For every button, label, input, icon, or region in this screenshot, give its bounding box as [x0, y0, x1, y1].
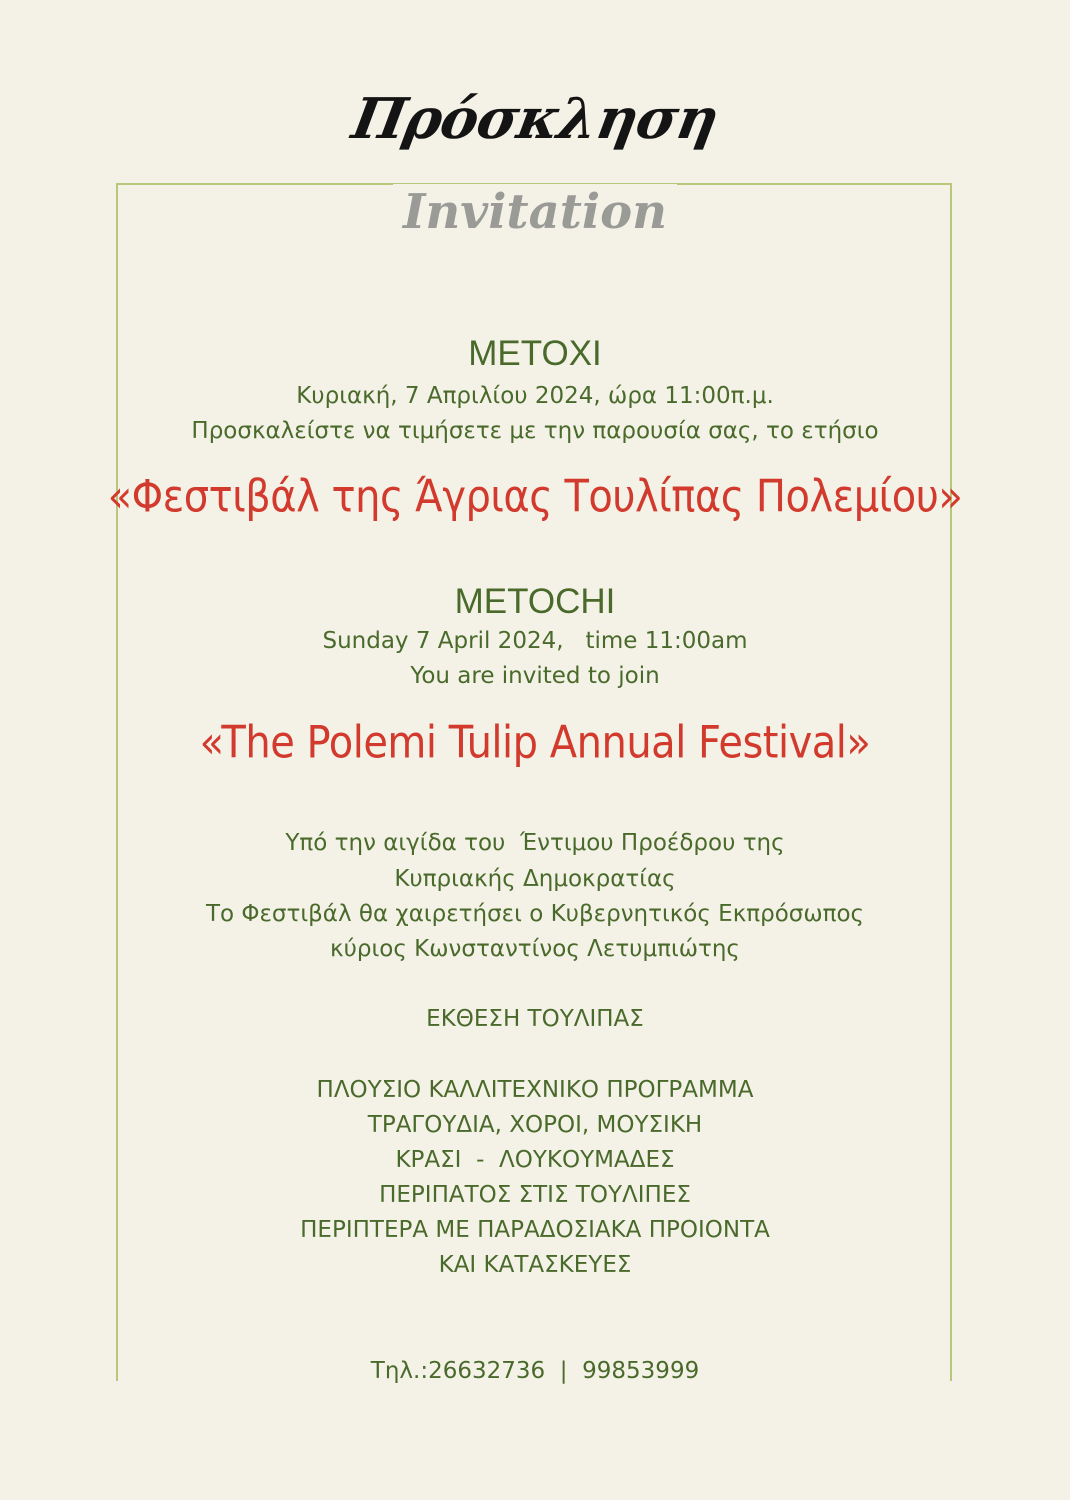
patronage-line: κύριος Κωνσταντίνος Λετυμπιώτης [330, 936, 740, 962]
english-invite-line: You are invited to join [410, 663, 660, 689]
program-item: ΚΡΑΣΙ - ΛΟΥΚΟΥΜΑΔΕΣ [395, 1147, 675, 1173]
contact-phone: Τηλ.:26632736 | 99853999 [370, 1358, 700, 1384]
greek-festival-name: «Φεστιβάλ της Άγριας Τουλίπας Πολεμίου» [107, 471, 963, 523]
greek-title: Πρόσκληση [347, 86, 723, 152]
program-item: ΠΕΡΙΠΤΕΡΑ ΜΕ ΠΑΡΑΔΟΣΙΑΚΑ ΠΡΟΙΟΝΤΑ [300, 1217, 770, 1243]
english-festival-name: «The Polemi Tulip Annual Festival» [199, 717, 871, 769]
exhibition-heading: ΕΚΘΕΣΗ ΤΟΥΛΙΠΑΣ [426, 1006, 644, 1032]
greek-venue: ΜΕΤΟΧΙ [468, 334, 602, 373]
english-title [0, 184, 1070, 240]
program-item: ΚΑΙ ΚΑΤΑΣΚΕΥΕΣ [438, 1252, 632, 1278]
english-venue: METOCHI [454, 582, 616, 621]
patronage-line: Το Φεστιβάλ θα χαιρετήσει ο Κυβερνητικός Εκπρόσωπος [205, 901, 865, 927]
english-date-line: Sunday 7 April 2024, time 11:00am [322, 628, 748, 654]
english-title-text: Invitation [393, 184, 677, 240]
patronage-line: Υπό την αιγίδα του Έντιμου Προέδρου της [285, 830, 785, 856]
greek-invite-line: Προσκαλείστε να τιμήσετε με την παρουσία σας, το ετήσιο [191, 418, 879, 444]
program-item: ΤΡΑΓΟΥΔΙΑ, ΧΟΡΟΙ, ΜΟΥΣΙΚΗ [367, 1112, 703, 1138]
program-item: ΠΛΟΥΣΙΟ ΚΑΛΛΙΤΕΧΝΙΚΟ ΠΡΟΓΡΑΜΜΑ [316, 1077, 754, 1103]
patronage-line: Κυπριακής Δημοκρατίας [394, 866, 676, 892]
program-item: ΠΕΡΙΠΑΤΟΣ ΣΤΙΣ ΤΟΥΛΙΠΕΣ [379, 1182, 691, 1208]
greek-date-line: Κυριακή, 7 Απριλίου 2024, ώρα 11:00π.μ. [296, 383, 774, 409]
